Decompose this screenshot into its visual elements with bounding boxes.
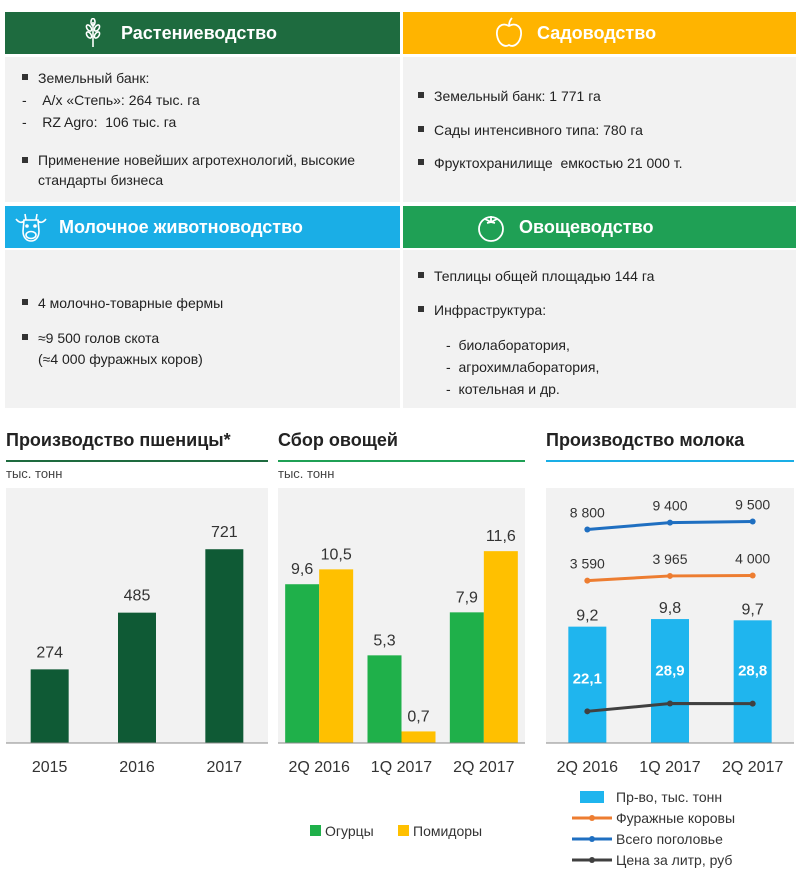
series-point	[667, 701, 673, 707]
veg-sub-item: - биолаборатория,	[446, 337, 570, 353]
veg-chart	[278, 488, 525, 788]
legend-swatch	[310, 825, 321, 836]
data-label: 28,8	[738, 662, 768, 680]
legend-label: Пр-во, тыс. тонн	[616, 789, 723, 805]
series-point	[667, 520, 673, 526]
veg-legend	[300, 815, 530, 845]
wheat-icon	[75, 15, 111, 51]
data-label: 9 500	[735, 496, 771, 513]
bar	[402, 731, 436, 743]
data-label: 28,9	[655, 662, 685, 680]
data-label: 485	[123, 587, 151, 605]
dairy-bullet: 4 молочно-товарные фермы	[22, 293, 223, 313]
garden-title: Садоводство	[537, 22, 657, 43]
wheat-unit: тыс. тонн	[6, 466, 63, 481]
dairy-header	[5, 206, 400, 248]
data-label: 22,1	[572, 670, 602, 688]
legend-swatch	[580, 791, 604, 803]
x-tick-label: 2Q 2017	[721, 759, 784, 776]
dairy-note: (≈4 000 фуражных коров)	[38, 351, 203, 367]
crop-sub-item: - RZ Agro: 106 тыс. га	[22, 114, 177, 130]
veg-title-underline	[278, 460, 525, 462]
veg-title: Овощеводство	[519, 216, 654, 237]
data-label: 9,7	[741, 601, 764, 619]
crop-bullet: Применение новейших агротехнологий, высокие стандарты бизнеса	[22, 150, 362, 190]
legend-marker	[589, 815, 595, 821]
legend-label: Фуражные коровы	[616, 810, 736, 826]
bar	[285, 584, 319, 743]
bar	[31, 669, 69, 743]
dairy-title: Молочное животноводство	[59, 216, 303, 237]
apple-icon	[491, 15, 527, 51]
cow-icon	[13, 209, 49, 245]
series-point	[584, 527, 590, 533]
crop-title: Растениеводство	[121, 22, 277, 43]
veg-sub-item: - котельная и др.	[446, 381, 560, 397]
wheat-chart	[6, 488, 268, 788]
x-tick-label: 1Q 2017	[370, 759, 433, 776]
legend-swatch	[398, 825, 409, 836]
series-point	[667, 573, 673, 579]
tomato-icon	[473, 209, 509, 245]
data-label: 10,5	[320, 546, 352, 564]
milk-title-underline	[546, 460, 794, 462]
bar	[368, 655, 402, 743]
dairy-bullet: ≈9 500 голов скота	[22, 328, 159, 348]
series-point	[750, 573, 756, 579]
series-point	[584, 708, 590, 714]
x-tick-label: 2016	[119, 759, 155, 776]
legend-marker	[589, 836, 595, 842]
x-tick-label: 1Q 2017	[639, 759, 701, 776]
data-label: 274	[36, 644, 64, 662]
crop-bullet: Земельный банк:	[22, 68, 149, 88]
veg-sub-item: - агрохимлаборатория,	[446, 359, 600, 375]
series-point	[584, 578, 590, 584]
milk-chart-title: Производство молока	[546, 430, 745, 450]
milk-legend	[560, 785, 796, 875]
veg-unit: тыс. тонн	[278, 466, 335, 481]
data-label: 0,7	[407, 708, 430, 726]
garden-bullet: Сады интенсивного типа: 780 га	[418, 120, 643, 140]
data-label: 3 590	[569, 555, 605, 572]
bar	[450, 612, 484, 743]
data-label: 5,3	[373, 632, 396, 650]
wheat-chart-title: Производство пшеницы*	[6, 430, 231, 450]
bar	[651, 619, 689, 743]
x-tick-label: 2015	[31, 759, 68, 776]
x-tick-label: 2Q 2016	[556, 759, 619, 776]
bar	[484, 551, 518, 743]
veg-header	[403, 206, 796, 248]
crop-sub-item: - А/х «Степь»: 264 тыс. га	[22, 92, 200, 108]
data-label: 9,8	[658, 600, 682, 618]
x-tick-label: 2Q 2016	[288, 759, 350, 776]
veg-bullet: Инфраструктура:	[418, 300, 546, 320]
series-point	[750, 701, 756, 707]
legend-label: Всего поголовье	[616, 831, 723, 847]
data-label: 9 400	[652, 497, 688, 514]
bar	[118, 613, 156, 743]
veg-bullet: Теплицы общей площадью 144 га	[418, 266, 654, 286]
legend-label: Помидоры	[413, 823, 483, 839]
x-tick-label: 2017	[206, 759, 243, 776]
wheat-title-underline	[6, 460, 268, 462]
bar	[319, 569, 353, 743]
data-label: 4 000	[735, 550, 771, 567]
crop-header	[5, 12, 400, 54]
data-label: 11,6	[485, 528, 516, 546]
legend-label: Цена за литр, руб	[616, 852, 733, 868]
garden-bullet: Фруктохранилище емкостью 21 000 т.	[418, 153, 683, 173]
legend-label: Огурцы	[325, 823, 374, 839]
bar	[734, 620, 772, 743]
data-label: 7,9	[455, 589, 478, 607]
milk-chart	[546, 488, 794, 788]
data-label: 721	[210, 524, 238, 542]
data-label: 9,6	[291, 561, 314, 579]
bar	[205, 549, 243, 743]
x-tick-label: 2Q 2017	[453, 759, 515, 776]
garden-header	[403, 12, 796, 54]
data-label: 3 965	[652, 550, 688, 567]
legend-marker	[589, 857, 595, 863]
garden-bullet: Земельный банк: 1 771 га	[418, 86, 601, 106]
series-point	[750, 518, 756, 524]
data-label: 8 800	[569, 504, 605, 521]
veg-chart-title: Сбор овощей	[278, 430, 398, 450]
data-label: 9,2	[576, 607, 599, 625]
